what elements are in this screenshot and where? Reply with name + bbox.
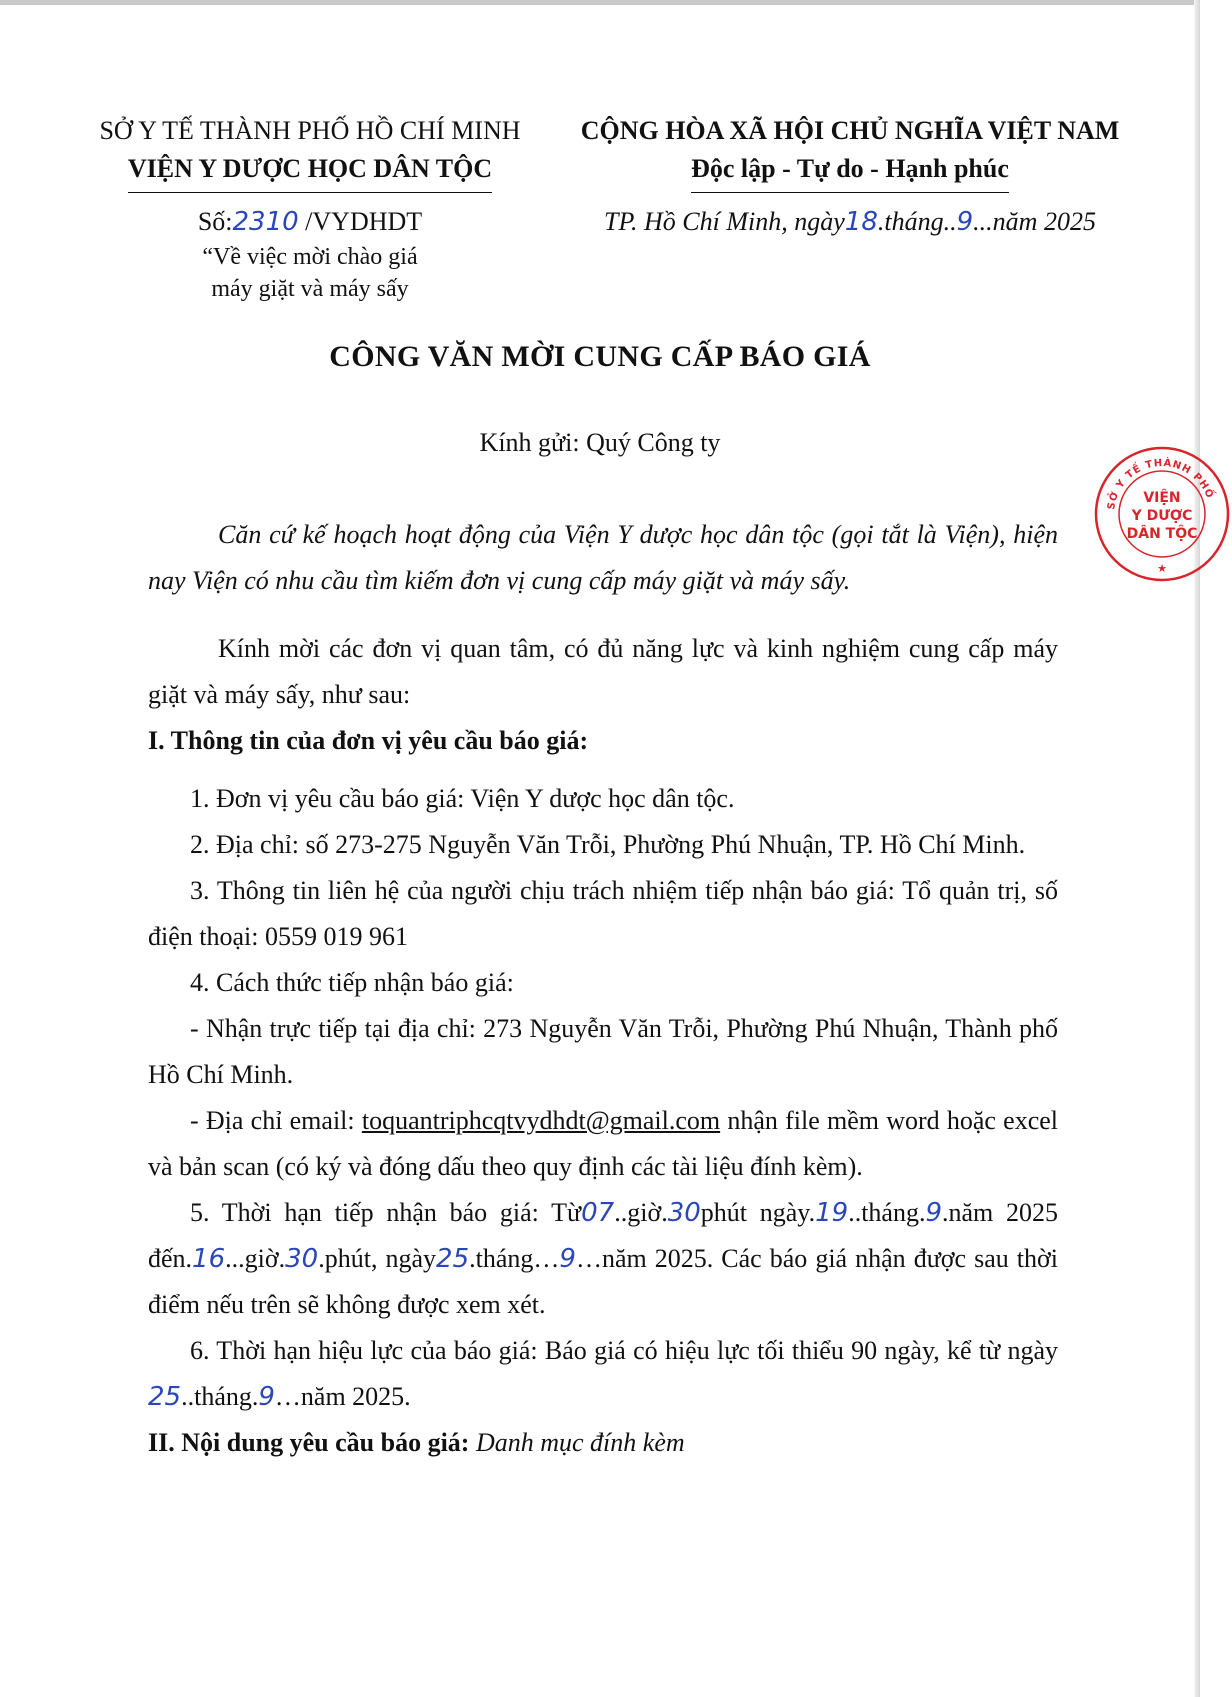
national-motto: Độc lập - Tự do - Hạnh phúc: [691, 150, 1009, 193]
handwritten-hour-end: 16: [192, 1244, 226, 1274]
handwritten-day-end: 25: [436, 1244, 470, 1274]
item-6-text: ..tháng.: [181, 1382, 259, 1411]
document-number-prefix: Số:: [197, 207, 233, 236]
email-suffix: nhận file mềm word hoặc excel và bản scan (có ký và đóng dấu theo quy định các tài liệu đính kèm).: [148, 1106, 1059, 1181]
handwritten-hour-start: 07: [581, 1198, 615, 1228]
handwritten-month-end: 9: [559, 1244, 576, 1274]
section-1-heading: I. Thông tin của đơn vị yêu cầu báo giá:: [148, 726, 589, 755]
item-5-text: ..tháng.: [848, 1198, 926, 1227]
date-year-label: ...năm 2025: [973, 207, 1096, 236]
item-5-text: .tháng…: [469, 1244, 560, 1273]
greeting: Kính gửi: Quý Công ty: [479, 428, 721, 457]
item-6-text: …năm 2025.: [274, 1382, 411, 1411]
item-5-text: …năm 2025. Các báo giá nhận được sau thời điểm nếu trên sẽ không được xem xét.: [148, 1244, 1059, 1319]
section-1-item-6: [148, 1328, 1058, 1420]
section-1-item-2: 2. Địa chỉ: số 273-275 Nguyễn Văn Trỗi, Phường Phú Nhuận, TP. Hồ Chí Minh.: [190, 830, 1026, 859]
header-right: [550, 112, 1150, 241]
date-prefix: TP. Hồ Chí Minh, ngày: [604, 207, 845, 236]
scan-edge-top: [0, 0, 1200, 5]
date-day-handwritten: 18: [844, 207, 878, 237]
seal-star-icon: ★: [1157, 562, 1167, 575]
section-1-item-4: 4. Cách thức tiếp nhận báo giá:: [190, 968, 514, 997]
item-5-text: ..giờ.: [614, 1198, 668, 1227]
seal-line-2: Y DƯỢC: [1131, 508, 1193, 524]
section-1-item-5: [148, 1190, 1058, 1328]
section-1-item-3: 3. Thông tin liên hệ của người chịu trách nhiệm tiếp nhận báo giá: Tổ quản trị, số điện thoại: 0559 019 961: [148, 876, 1058, 951]
handwritten-minute-end: 30: [285, 1244, 319, 1274]
section-1-item-1: 1. Đơn vị yêu cầu báo giá: Viện Y dược học dân tộc.: [190, 784, 735, 813]
handwritten-validity-day: 25: [148, 1382, 182, 1412]
seal-line-3: DÂN TỘC: [1126, 526, 1198, 542]
document-number-handwritten: 2310: [232, 207, 299, 237]
date-month-handwritten: 9: [956, 207, 974, 237]
intro-paragraph: Căn cứ kế hoạch hoạt động của Viện Y dược học dân tộc (gọi tắt là Viện), hiện nay Viện có nhu cầu tìm kiếm đơn vị cung cấp máy giặt và máy sấy.: [148, 520, 1058, 595]
email-link[interactable]: toquantriphcqtvydhdt@gmail.com: [361, 1106, 721, 1135]
document-title: CÔNG VĂN MỜI CUNG CẤP BÁO GIÁ: [329, 340, 871, 373]
document-number-suffix: /VYDHDT: [298, 207, 423, 236]
handwritten-month-start: 9: [925, 1198, 943, 1228]
item-6-text: 6. Thời hạn hiệu lực của báo giá: Báo giá có hiệu lực tối thiểu 90 ngày, kể từ ngày: [190, 1336, 1058, 1365]
invite-paragraph: Kính mời các đơn vị quan tâm, có đủ năng lực và kinh nghiệm cung cấp máy giặt và máy sấy, như sau:: [148, 634, 1058, 709]
official-seal-stamp: [1092, 444, 1232, 584]
item-5-text: phút ngày.: [700, 1198, 816, 1227]
item-5-text: 5. Thời hạn tiếp nhận báo giá: Từ: [190, 1198, 582, 1227]
document-number: [80, 203, 540, 241]
seal-line-1: VIỆN: [1143, 490, 1181, 506]
email-prefix: - Địa chỉ email:: [190, 1106, 362, 1135]
subject-line-1: “Về việc mời chào giá: [202, 244, 418, 270]
institute-name: VIỆN Y DƯỢC HỌC DÂN TỘC: [128, 150, 492, 193]
item-5-text: ...giờ.: [225, 1244, 286, 1273]
date-line: [550, 203, 1150, 241]
handwritten-minute-start: 30: [667, 1198, 701, 1228]
section-2-note: Danh mục đính kèm: [469, 1428, 685, 1457]
section-1-item-4a: - Nhận trực tiếp tại địa chỉ: 273 Nguyễn Văn Trỗi, Phường Phú Nhuận, Thành phố Hồ Chí Minh.: [148, 1014, 1058, 1089]
date-month-label: .tháng..: [877, 207, 957, 236]
scan-edge-right: [1194, 0, 1200, 1697]
handwritten-validity-month: 9: [258, 1382, 275, 1412]
section-2-title: II. Nội dung yêu cầu báo giá:: [148, 1428, 470, 1457]
item-5-text: .năm 2025 đến.: [148, 1198, 1059, 1273]
ministry-name: SỞ Y TẾ THÀNH PHỐ HỒ CHÍ MINH: [99, 116, 521, 145]
document-body: [148, 512, 1058, 1466]
section-2-heading: [148, 1420, 1058, 1466]
header-left: [80, 112, 540, 305]
national-title: CỘNG HÒA XÃ HỘI CHỦ NGHĨA VIỆT NAM: [580, 116, 1120, 145]
section-1-item-4b: [148, 1098, 1058, 1190]
handwritten-day-start: 19: [815, 1198, 849, 1228]
subject-line-2: máy giặt và máy sấy: [211, 276, 409, 302]
item-5-text: .phút, ngày: [318, 1244, 437, 1273]
seal-arc-text: SỞ Y TẾ THÀNH PHỐ: [1106, 457, 1216, 511]
